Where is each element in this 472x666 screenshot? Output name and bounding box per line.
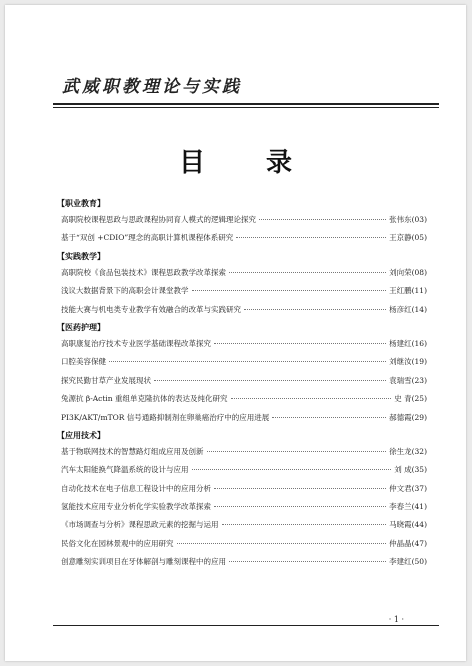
section-label: 【医药护理】 <box>57 321 105 332</box>
section-header <box>57 251 427 267</box>
section-header <box>57 198 427 214</box>
entry-page: (29) <box>411 412 427 422</box>
entry-page: (25) <box>411 394 427 404</box>
entry-page: (14) <box>411 304 427 314</box>
header-rule-thick <box>53 103 439 105</box>
entry-page: (35) <box>411 465 427 475</box>
dot-leader <box>177 543 387 544</box>
entry-author: 徐生龙 <box>389 446 412 456</box>
entry-page: (32) <box>411 446 427 456</box>
entry-author: 仲晶晶 <box>389 538 412 548</box>
dot-leader <box>244 309 386 310</box>
toc-entry[interactable] <box>57 446 427 464</box>
entry-page: (23) <box>411 375 427 385</box>
entry-author: 郝德霞 <box>389 412 412 422</box>
dot-leader <box>214 488 386 489</box>
toc-entry[interactable] <box>57 304 427 322</box>
entry-author: 王红鹏 <box>389 286 412 296</box>
entry-title: 基于物联网技术的智慧路灯组成应用及创新 <box>61 446 204 456</box>
entry-author: 刘向荣 <box>389 267 412 277</box>
dot-leader <box>192 290 387 291</box>
entry-page: (41) <box>411 502 427 512</box>
dot-leader <box>214 506 386 507</box>
entry-title: 高职院校《食品包装技术》课程思政教学改革探索 <box>61 267 226 277</box>
dot-leader <box>229 561 386 562</box>
entry-title: 兔源抗 β-Actin 重组单克隆抗体的表达及纯化研究 <box>61 394 228 404</box>
toc-heading: 目 录 <box>178 148 319 178</box>
toc-entry[interactable] <box>57 501 427 519</box>
section-header <box>57 430 427 446</box>
dot-leader <box>236 237 386 238</box>
entry-title: PI3K/AKT/mTOR 信号通路抑制剂在卵巢癌治疗中的应用进展 <box>61 412 270 422</box>
header-rule-thin <box>53 107 439 108</box>
entry-title: 技能大赛与机电类专业教学有效融合的改革与实践研究 <box>61 304 241 314</box>
entry-author: 张伟东 <box>389 215 412 224</box>
toc-entry[interactable] <box>57 356 427 374</box>
entry-title: 《市场调查与分析》课程思政元素的挖掘与运用 <box>61 520 219 530</box>
entry-author: 杨建红 <box>389 338 412 348</box>
toc-entry[interactable] <box>57 519 427 537</box>
entry-author: 李春兰 <box>389 502 412 512</box>
toc-entry[interactable] <box>57 267 427 285</box>
entry-title: 自动化技术在电子信息工程设计中的应用分析 <box>61 483 211 493</box>
entry-author: 马晓霞 <box>389 520 412 530</box>
entry-author: 刘 成 <box>394 465 412 475</box>
entry-title: 高职康复治疗技术专业医学基础课程改革探究 <box>61 338 211 348</box>
toc-entry[interactable] <box>57 214 427 232</box>
toc-entry[interactable] <box>57 538 427 556</box>
toc-entry[interactable] <box>57 412 427 430</box>
dot-leader <box>259 219 386 220</box>
entry-page: (37) <box>411 483 427 493</box>
toc-sections <box>57 198 427 575</box>
dot-leader <box>109 361 386 362</box>
section-header <box>57 322 427 338</box>
entry-page: (19) <box>411 357 427 367</box>
entry-title: 民俗文化在园林景观中的应用研究 <box>61 538 174 548</box>
entry-page: (44) <box>411 520 427 530</box>
section-label: 【实践教学】 <box>57 250 105 261</box>
toc-entry[interactable] <box>57 338 427 356</box>
dot-leader <box>222 524 387 525</box>
entry-title: 口腔美容保健 <box>61 357 106 367</box>
entry-page: (08) <box>411 267 427 277</box>
journal-title: 武威职教理论与实践 <box>62 77 242 97</box>
entry-title: 探究民勤甘草产业发展现状 <box>61 375 151 385</box>
entry-title: 汽车太阳能换气降温系统的设计与应用 <box>61 465 189 475</box>
entry-page: (05) <box>411 233 427 243</box>
dot-leader <box>214 343 386 344</box>
entry-author: 李建红 <box>389 557 412 567</box>
toc-entry[interactable] <box>57 464 427 482</box>
entry-title: 基于“双创 +CDIO”理念的高职计算机课程体系研究 <box>61 233 234 243</box>
entry-title: 浅议大数据背景下的高职会计课堂教学 <box>61 286 189 296</box>
toc-entry[interactable] <box>57 556 427 574</box>
entry-author: 杨彦红 <box>389 304 412 314</box>
entry-page: (03) <box>411 215 427 224</box>
toc-entry[interactable] <box>57 393 427 411</box>
toc-entry[interactable] <box>57 285 427 303</box>
entry-author: 袁瑞雪 <box>389 375 412 385</box>
journal-page <box>5 5 466 661</box>
toc-entry[interactable] <box>57 375 427 393</box>
section-label: 【职业教育】 <box>57 198 105 208</box>
dot-leader <box>154 380 386 381</box>
entry-page: (16) <box>411 338 427 348</box>
entry-page: (11) <box>411 286 427 296</box>
entry-page: (47) <box>411 538 427 548</box>
entry-title: 创意雕刻实训项目在牙体解剖与雕刻课程中的应用 <box>61 557 226 567</box>
section-label: 【应用技术】 <box>57 429 105 440</box>
dot-leader <box>192 469 392 470</box>
toc-entry[interactable] <box>57 483 427 501</box>
dot-leader <box>272 417 386 418</box>
entry-author: 王京静 <box>389 233 412 243</box>
dot-leader <box>207 451 387 452</box>
footer-rule <box>53 625 439 626</box>
entry-page: (50) <box>411 557 427 567</box>
toc-entry[interactable] <box>57 232 427 250</box>
entry-author: 刘继汝 <box>389 357 412 367</box>
dot-leader <box>231 398 392 399</box>
entry-title: 高职院校课程思政与思政课程协同育人模式的逻辑理论探究 <box>61 215 256 224</box>
entry-author: 仲文君 <box>389 483 412 493</box>
entry-author: 史 青 <box>394 394 412 404</box>
dot-leader <box>229 272 386 273</box>
page-number: · 1 · <box>388 615 404 624</box>
entry-title: 氢能技术应用专业分析化学实验教学改革探索 <box>61 502 211 512</box>
